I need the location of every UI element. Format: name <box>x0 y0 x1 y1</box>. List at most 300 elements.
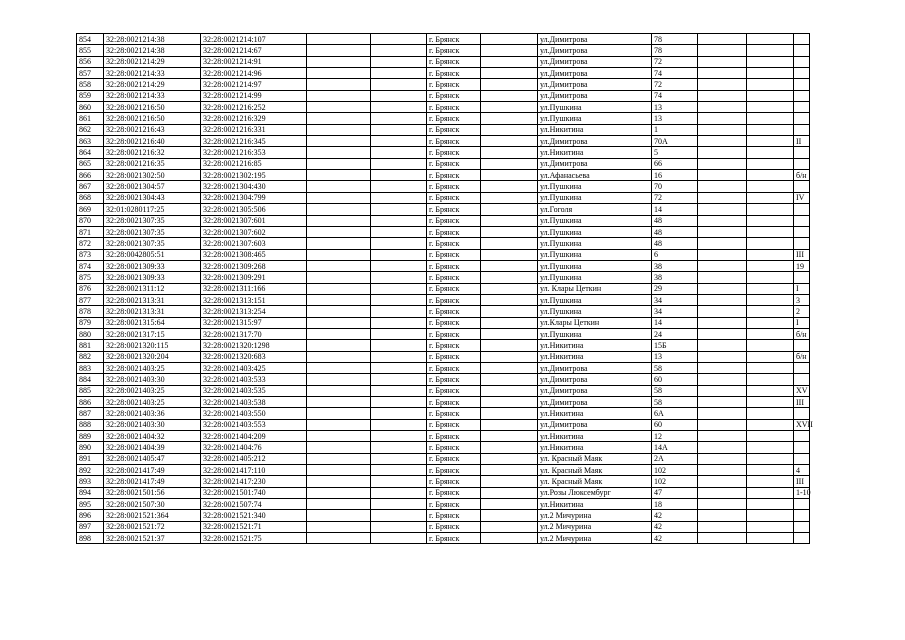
empty-cell-d <box>698 317 747 328</box>
table-row <box>77 113 810 124</box>
apartment-cell: 19 <box>794 260 810 271</box>
empty-cell-d <box>698 328 747 339</box>
empty-cell-d <box>698 238 747 249</box>
empty-cell-c <box>481 45 538 56</box>
empty-cell-d <box>698 487 747 498</box>
table-row <box>77 351 810 362</box>
parcel-number-cell: 32:28:0021216:35 <box>104 158 201 169</box>
street-cell: ул.Никитина <box>538 431 652 442</box>
empty-cell-b <box>371 453 427 464</box>
city-cell: г. Брянск <box>427 102 481 113</box>
house-number-cell: 14 <box>652 204 698 215</box>
city-cell: г. Брянск <box>427 521 481 532</box>
empty-cell-c <box>481 79 538 90</box>
empty-cell-b <box>371 362 427 373</box>
apartment-cell: б/н <box>794 170 810 181</box>
empty-cell-e <box>747 147 794 158</box>
parcel-number-cell: 32:28:0021521:364 <box>104 510 201 521</box>
empty-cell-d <box>698 294 747 305</box>
empty-cell-a <box>307 90 371 101</box>
table-row <box>77 238 810 249</box>
empty-cell-b <box>371 476 427 487</box>
house-number-cell: 29 <box>652 283 698 294</box>
empty-cell-c <box>481 328 538 339</box>
house-number-cell: 42 <box>652 510 698 521</box>
empty-cell-a <box>307 419 371 430</box>
street-cell: ул.Пушкина <box>538 272 652 283</box>
empty-cell-b <box>371 317 427 328</box>
empty-cell-d <box>698 442 747 453</box>
parcel-number-cell: 32:28:0021216:43 <box>104 124 201 135</box>
empty-cell-c <box>481 113 538 124</box>
parcel-number-cell: 32:28:0021521:37 <box>104 533 201 544</box>
apartment-cell: III <box>794 249 810 260</box>
table-row <box>77 181 810 192</box>
empty-cell-a <box>307 340 371 351</box>
street-cell: ул.Гоголя <box>538 204 652 215</box>
row-number-cell: 892 <box>77 465 104 476</box>
street-cell: ул. Красный Маяк <box>538 476 652 487</box>
house-number-cell: 5 <box>652 147 698 158</box>
empty-cell-d <box>698 249 747 260</box>
table-row <box>77 476 810 487</box>
parcel-number-cell: 32:28:0021403:30 <box>104 374 201 385</box>
empty-cell-c <box>481 181 538 192</box>
parcel-number-cell: 32:28:0021214:38 <box>104 45 201 56</box>
object-number-cell: 32:28:0021308:465 <box>201 249 307 260</box>
house-number-cell: 74 <box>652 68 698 79</box>
empty-cell-e <box>747 431 794 442</box>
apartment-cell: б/н <box>794 328 810 339</box>
house-number-cell: 6А <box>652 408 698 419</box>
table-row <box>77 442 810 453</box>
empty-cell-e <box>747 442 794 453</box>
empty-cell-e <box>747 328 794 339</box>
city-cell: г. Брянск <box>427 181 481 192</box>
apartment-cell <box>794 113 810 124</box>
empty-cell-c <box>481 136 538 147</box>
street-cell: ул.Пушкина <box>538 249 652 260</box>
table-row <box>77 385 810 396</box>
object-number-cell: 32:28:0021417:110 <box>201 465 307 476</box>
street-cell: ул.Пушкина <box>538 260 652 271</box>
empty-cell-d <box>698 181 747 192</box>
parcel-number-cell: 32:28:0021311:12 <box>104 283 201 294</box>
table-row <box>77 226 810 237</box>
empty-cell-b <box>371 487 427 498</box>
empty-cell-d <box>698 102 747 113</box>
city-cell: г. Брянск <box>427 136 481 147</box>
parcel-number-cell: 32:28:0021302:50 <box>104 170 201 181</box>
apartment-cell: 1-10 <box>794 487 810 498</box>
row-number-cell: 879 <box>77 317 104 328</box>
empty-cell-d <box>698 362 747 373</box>
empty-cell-e <box>747 362 794 373</box>
empty-cell-e <box>747 453 794 464</box>
house-number-cell: 12 <box>652 431 698 442</box>
empty-cell-a <box>307 385 371 396</box>
street-cell: ул.Димитрова <box>538 45 652 56</box>
object-number-cell: 32:28:0021214:99 <box>201 90 307 101</box>
object-number-cell: 32:28:0021313:254 <box>201 306 307 317</box>
street-cell: ул.Никитина <box>538 442 652 453</box>
house-number-cell: 15Б <box>652 340 698 351</box>
object-number-cell: 32:28:0021216:353 <box>201 147 307 158</box>
apartment-cell <box>794 68 810 79</box>
empty-cell-a <box>307 136 371 147</box>
apartment-cell: XVII <box>794 419 810 430</box>
empty-cell-b <box>371 136 427 147</box>
parcel-number-cell: 32:28:0021521:72 <box>104 521 201 532</box>
table-row <box>77 408 810 419</box>
empty-cell-a <box>307 226 371 237</box>
empty-cell-e <box>747 68 794 79</box>
empty-cell-c <box>481 158 538 169</box>
empty-cell-b <box>371 419 427 430</box>
house-number-cell: 70 <box>652 181 698 192</box>
street-cell: ул.Димитрова <box>538 56 652 67</box>
empty-cell-b <box>371 465 427 476</box>
empty-cell-e <box>747 226 794 237</box>
empty-cell-d <box>698 283 747 294</box>
house-number-cell: 60 <box>652 374 698 385</box>
house-number-cell: 48 <box>652 238 698 249</box>
apartment-cell <box>794 431 810 442</box>
object-number-cell: 32:28:0021320:1298 <box>201 340 307 351</box>
row-number-cell: 856 <box>77 56 104 67</box>
empty-cell-b <box>371 351 427 362</box>
parcel-number-cell: 32:28:0021320:204 <box>104 351 201 362</box>
empty-cell-b <box>371 249 427 260</box>
row-number-cell: 867 <box>77 181 104 192</box>
apartment-cell: 4 <box>794 465 810 476</box>
parcel-number-cell: 32:28:0021313:31 <box>104 306 201 317</box>
street-cell: ул.Пушкина <box>538 192 652 203</box>
empty-cell-d <box>698 192 747 203</box>
city-cell: г. Брянск <box>427 68 481 79</box>
object-number-cell: 32:28:0021403:533 <box>201 374 307 385</box>
empty-cell-a <box>307 397 371 408</box>
empty-cell-d <box>698 306 747 317</box>
street-cell: ул.2 Мичурина <box>538 533 652 544</box>
city-cell: г. Брянск <box>427 34 481 45</box>
object-number-cell: 32:28:0021404:76 <box>201 442 307 453</box>
city-cell: г. Брянск <box>427 397 481 408</box>
empty-cell-b <box>371 521 427 532</box>
empty-cell-c <box>481 272 538 283</box>
empty-cell-d <box>698 419 747 430</box>
parcel-number-cell: 32:28:0021214:29 <box>104 79 201 90</box>
empty-cell-b <box>371 306 427 317</box>
table-row <box>77 158 810 169</box>
object-number-cell: 32:28:0021304:799 <box>201 192 307 203</box>
object-number-cell: 32:28:0021214:96 <box>201 68 307 79</box>
row-number-cell: 872 <box>77 238 104 249</box>
empty-cell-b <box>371 56 427 67</box>
street-cell: ул.Никитина <box>538 408 652 419</box>
empty-cell-b <box>371 408 427 419</box>
parcel-number-cell: 32:28:0021417:49 <box>104 476 201 487</box>
house-number-cell: 78 <box>652 45 698 56</box>
street-cell: ул.Пушкина <box>538 328 652 339</box>
empty-cell-d <box>698 465 747 476</box>
house-number-cell: 42 <box>652 521 698 532</box>
parcel-number-cell: 32:28:0021216:50 <box>104 113 201 124</box>
empty-cell-c <box>481 283 538 294</box>
empty-cell-e <box>747 136 794 147</box>
empty-cell-b <box>371 215 427 226</box>
house-number-cell: 72 <box>652 79 698 90</box>
row-number-cell: 864 <box>77 147 104 158</box>
object-number-cell: 32:28:0021507:74 <box>201 499 307 510</box>
table-row <box>77 362 810 373</box>
table-row <box>77 260 810 271</box>
row-number-cell: 886 <box>77 397 104 408</box>
empty-cell-e <box>747 45 794 56</box>
empty-cell-a <box>307 306 371 317</box>
empty-cell-e <box>747 79 794 90</box>
table-row <box>77 90 810 101</box>
empty-cell-a <box>307 56 371 67</box>
table-row <box>77 340 810 351</box>
street-cell: ул.Пушкина <box>538 294 652 305</box>
city-cell: г. Брянск <box>427 374 481 385</box>
house-number-cell: 13 <box>652 351 698 362</box>
empty-cell-b <box>371 533 427 544</box>
street-cell: ул.Пушкина <box>538 181 652 192</box>
table-row <box>77 419 810 430</box>
empty-cell-c <box>481 238 538 249</box>
street-cell: ул. Красный Маяк <box>538 465 652 476</box>
city-cell: г. Брянск <box>427 238 481 249</box>
object-number-cell: 32:28:0021216:345 <box>201 136 307 147</box>
apartment-cell <box>794 453 810 464</box>
empty-cell-b <box>371 340 427 351</box>
object-number-cell: 32:28:0021311:166 <box>201 283 307 294</box>
street-cell: ул.2 Мичурина <box>538 521 652 532</box>
row-number-cell: 859 <box>77 90 104 101</box>
empty-cell-a <box>307 374 371 385</box>
house-number-cell: 47 <box>652 487 698 498</box>
city-cell: г. Брянск <box>427 294 481 305</box>
city-cell: г. Брянск <box>427 260 481 271</box>
street-cell: ул.Розы Люксембург <box>538 487 652 498</box>
object-number-cell: 32:28:0021403:553 <box>201 419 307 430</box>
apartment-cell <box>794 90 810 101</box>
row-number-cell: 854 <box>77 34 104 45</box>
object-number-cell: 32:28:0021307:603 <box>201 238 307 249</box>
empty-cell-e <box>747 397 794 408</box>
empty-cell-d <box>698 68 747 79</box>
empty-cell-c <box>481 192 538 203</box>
city-cell: г. Брянск <box>427 124 481 135</box>
empty-cell-e <box>747 260 794 271</box>
empty-cell-c <box>481 147 538 158</box>
row-number-cell: 860 <box>77 102 104 113</box>
empty-cell-d <box>698 113 747 124</box>
parcel-number-cell: 32:28:0021403:25 <box>104 362 201 373</box>
object-number-cell: 32:28:0021307:601 <box>201 215 307 226</box>
empty-cell-e <box>747 340 794 351</box>
empty-cell-b <box>371 181 427 192</box>
empty-cell-a <box>307 45 371 56</box>
street-cell: ул.Никитина <box>538 340 652 351</box>
empty-cell-b <box>371 442 427 453</box>
row-number-cell: 894 <box>77 487 104 498</box>
object-number-cell: 32:28:0021320:683 <box>201 351 307 362</box>
apartment-cell: I <box>794 317 810 328</box>
house-number-cell: 58 <box>652 397 698 408</box>
empty-cell-c <box>481 68 538 79</box>
empty-cell-a <box>307 102 371 113</box>
parcel-number-cell: 32:28:0021214:38 <box>104 34 201 45</box>
table-row <box>77 306 810 317</box>
empty-cell-e <box>747 533 794 544</box>
empty-cell-b <box>371 79 427 90</box>
empty-cell-a <box>307 487 371 498</box>
row-number-cell: 882 <box>77 351 104 362</box>
city-cell: г. Брянск <box>427 158 481 169</box>
empty-cell-b <box>371 294 427 305</box>
parcel-number-cell: 32:28:0021214:33 <box>104 90 201 101</box>
parcel-number-cell: 32:28:0021216:50 <box>104 102 201 113</box>
city-cell: г. Брянск <box>427 385 481 396</box>
apartment-cell <box>794 45 810 56</box>
empty-cell-d <box>698 499 747 510</box>
empty-cell-a <box>307 272 371 283</box>
parcel-number-cell: 32:28:0021320:115 <box>104 340 201 351</box>
house-number-cell: 72 <box>652 56 698 67</box>
row-number-cell: 874 <box>77 260 104 271</box>
apartment-cell: XV <box>794 385 810 396</box>
house-number-cell: 14 <box>652 317 698 328</box>
object-number-cell: 32:28:0021521:340 <box>201 510 307 521</box>
table-row <box>77 499 810 510</box>
parcel-number-cell: 32:28:0021307:35 <box>104 226 201 237</box>
apartment-cell <box>794 158 810 169</box>
empty-cell-d <box>698 351 747 362</box>
table-row <box>77 328 810 339</box>
parcel-number-cell: 32:28:0021216:40 <box>104 136 201 147</box>
empty-cell-c <box>481 533 538 544</box>
city-cell: г. Брянск <box>427 453 481 464</box>
object-number-cell: 32:28:0021501:740 <box>201 487 307 498</box>
apartment-cell: I <box>794 283 810 294</box>
parcel-number-cell: 32:28:0042805:51 <box>104 249 201 260</box>
empty-cell-d <box>698 476 747 487</box>
empty-cell-e <box>747 317 794 328</box>
empty-cell-b <box>371 431 427 442</box>
apartment-cell <box>794 238 810 249</box>
street-cell: ул.Димитрова <box>538 79 652 90</box>
object-number-cell: 32:28:0021521:71 <box>201 521 307 532</box>
row-number-cell: 895 <box>77 499 104 510</box>
row-number-cell: 876 <box>77 283 104 294</box>
table-row <box>77 136 810 147</box>
table-row <box>77 45 810 56</box>
house-number-cell: 34 <box>652 306 698 317</box>
apartment-cell <box>794 533 810 544</box>
apartment-cell <box>794 34 810 45</box>
empty-cell-b <box>371 510 427 521</box>
street-cell: ул.Пушкина <box>538 215 652 226</box>
empty-cell-d <box>698 170 747 181</box>
apartment-cell <box>794 408 810 419</box>
empty-cell-a <box>307 408 371 419</box>
parcel-number-cell: 32:28:0021403:30 <box>104 419 201 430</box>
street-cell: ул. Клары Цеткин <box>538 283 652 294</box>
parcel-number-cell: 32:28:0021216:32 <box>104 147 201 158</box>
apartment-cell <box>794 147 810 158</box>
table-row <box>77 56 810 67</box>
object-number-cell: 32:28:0021214:91 <box>201 56 307 67</box>
city-cell: г. Брянск <box>427 56 481 67</box>
empty-cell-b <box>371 272 427 283</box>
row-number-cell: 877 <box>77 294 104 305</box>
row-number-cell: 875 <box>77 272 104 283</box>
parcel-number-cell: 32:01:0280117:25 <box>104 204 201 215</box>
row-number-cell: 870 <box>77 215 104 226</box>
house-number-cell: 34 <box>652 294 698 305</box>
table-body <box>77 34 813 544</box>
empty-cell-b <box>371 328 427 339</box>
empty-cell-b <box>371 158 427 169</box>
city-cell: г. Брянск <box>427 90 481 101</box>
empty-cell-a <box>307 431 371 442</box>
city-cell: г. Брянск <box>427 306 481 317</box>
apartment-cell <box>794 79 810 90</box>
empty-cell-e <box>747 476 794 487</box>
empty-cell-d <box>698 124 747 135</box>
empty-cell-d <box>698 45 747 56</box>
city-cell: г. Брянск <box>427 283 481 294</box>
apartment-cell <box>794 340 810 351</box>
city-cell: г. Брянск <box>427 113 481 124</box>
street-cell: ул.Димитрова <box>538 419 652 430</box>
city-cell: г. Брянск <box>427 408 481 419</box>
street-cell: ул.Никитина <box>538 499 652 510</box>
city-cell: г. Брянск <box>427 340 481 351</box>
empty-cell-a <box>307 170 371 181</box>
empty-cell-a <box>307 158 371 169</box>
row-number-cell: 868 <box>77 192 104 203</box>
apartment-cell <box>794 204 810 215</box>
parcel-number-cell: 32:28:0021309:33 <box>104 260 201 271</box>
empty-cell-b <box>371 238 427 249</box>
empty-cell-a <box>307 147 371 158</box>
empty-cell-c <box>481 215 538 226</box>
house-number-cell: 14А <box>652 442 698 453</box>
empty-cell-e <box>747 272 794 283</box>
empty-cell-e <box>747 510 794 521</box>
object-number-cell: 32:28:0021521:75 <box>201 533 307 544</box>
object-number-cell: 32:28:0021309:291 <box>201 272 307 283</box>
empty-cell-d <box>698 215 747 226</box>
house-number-cell: 18 <box>652 499 698 510</box>
apartment-cell <box>794 499 810 510</box>
table-row <box>77 431 810 442</box>
empty-cell-b <box>371 499 427 510</box>
apartment-cell: III <box>794 476 810 487</box>
city-cell: г. Брянск <box>427 147 481 158</box>
empty-cell-c <box>481 306 538 317</box>
empty-cell-a <box>307 510 371 521</box>
empty-cell-c <box>481 510 538 521</box>
parcel-number-cell: 32:28:0021304:57 <box>104 181 201 192</box>
empty-cell-a <box>307 499 371 510</box>
table-row <box>77 147 810 158</box>
empty-cell-e <box>747 204 794 215</box>
